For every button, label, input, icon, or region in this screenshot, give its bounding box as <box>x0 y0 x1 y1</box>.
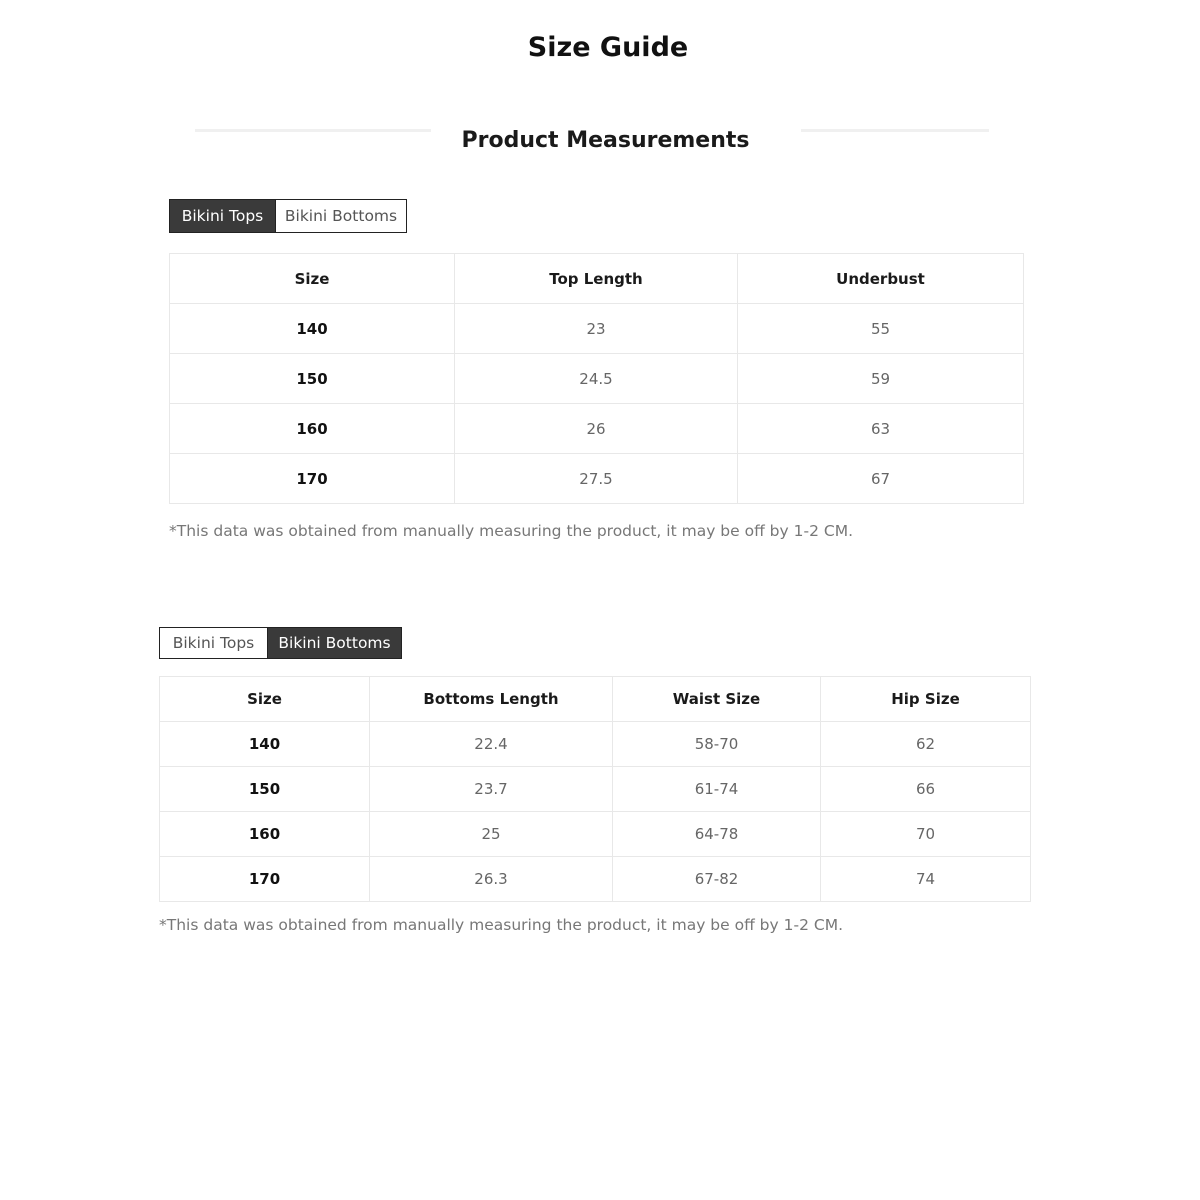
size-cell: 140 <box>160 722 370 767</box>
page-title: Size Guide <box>527 32 689 63</box>
bottoms-size-table <box>159 676 1031 902</box>
size-cell: 140 <box>170 304 455 354</box>
size-cell: 150 <box>160 767 370 812</box>
table-row <box>170 354 1024 404</box>
size-cell: 160 <box>170 404 455 454</box>
underbust-cell: 63 <box>738 404 1024 454</box>
size-cell: 170 <box>170 454 455 504</box>
column-header: Size <box>160 677 370 722</box>
table-header-row <box>170 254 1024 304</box>
measurement-note: *This data was obtained from manually measuring the product, it may be off by 1-2 CM. <box>159 916 843 934</box>
column-header: Size <box>170 254 455 304</box>
size-cell: 170 <box>160 857 370 902</box>
underbust-cell: 59 <box>738 354 1024 404</box>
column-header: Waist Size <box>613 677 821 722</box>
top-length-cell: 27.5 <box>455 454 738 504</box>
hip-size-cell: 70 <box>821 812 1031 857</box>
tab-bikini-bottoms[interactable]: Bikini Bottoms <box>275 200 406 232</box>
table-row <box>170 304 1024 354</box>
waist-size-cell: 58-70 <box>613 722 821 767</box>
column-header: Bottoms Length <box>370 677 613 722</box>
hip-size-cell: 66 <box>821 767 1031 812</box>
tops-tab-bar <box>169 199 407 233</box>
bottoms-length-cell: 23.7 <box>370 767 613 812</box>
bottoms-length-cell: 25 <box>370 812 613 857</box>
tab-bikini-tops[interactable]: Bikini Tops <box>170 200 275 232</box>
table-row <box>160 767 1031 812</box>
table-row <box>160 812 1031 857</box>
hip-size-cell: 62 <box>821 722 1031 767</box>
bottoms-length-cell: 22.4 <box>370 722 613 767</box>
table-row <box>170 454 1024 504</box>
top-length-cell: 23 <box>455 304 738 354</box>
table-row <box>160 857 1031 902</box>
tops-size-table <box>169 253 1024 504</box>
size-cell: 150 <box>170 354 455 404</box>
hip-size-cell: 74 <box>821 857 1031 902</box>
waist-size-cell: 67-82 <box>613 857 821 902</box>
column-header: Top Length <box>455 254 738 304</box>
waist-size-cell: 64-78 <box>613 812 821 857</box>
bottoms-tab-bar <box>159 627 402 659</box>
table-row <box>160 722 1031 767</box>
tab-bikini-bottoms[interactable]: Bikini Bottoms <box>267 628 401 658</box>
section-title: Product Measurements <box>461 128 750 153</box>
table-header-row <box>160 677 1031 722</box>
underbust-cell: 67 <box>738 454 1024 504</box>
bottoms-length-cell: 26.3 <box>370 857 613 902</box>
tab-bikini-tops[interactable]: Bikini Tops <box>160 628 267 658</box>
table-row <box>170 404 1024 454</box>
column-header: Hip Size <box>821 677 1031 722</box>
column-header: Underbust <box>738 254 1024 304</box>
top-length-cell: 26 <box>455 404 738 454</box>
underbust-cell: 55 <box>738 304 1024 354</box>
top-length-cell: 24.5 <box>455 354 738 404</box>
waist-size-cell: 61-74 <box>613 767 821 812</box>
measurement-note: *This data was obtained from manually measuring the product, it may be off by 1-2 CM. <box>169 522 853 540</box>
size-cell: 160 <box>160 812 370 857</box>
